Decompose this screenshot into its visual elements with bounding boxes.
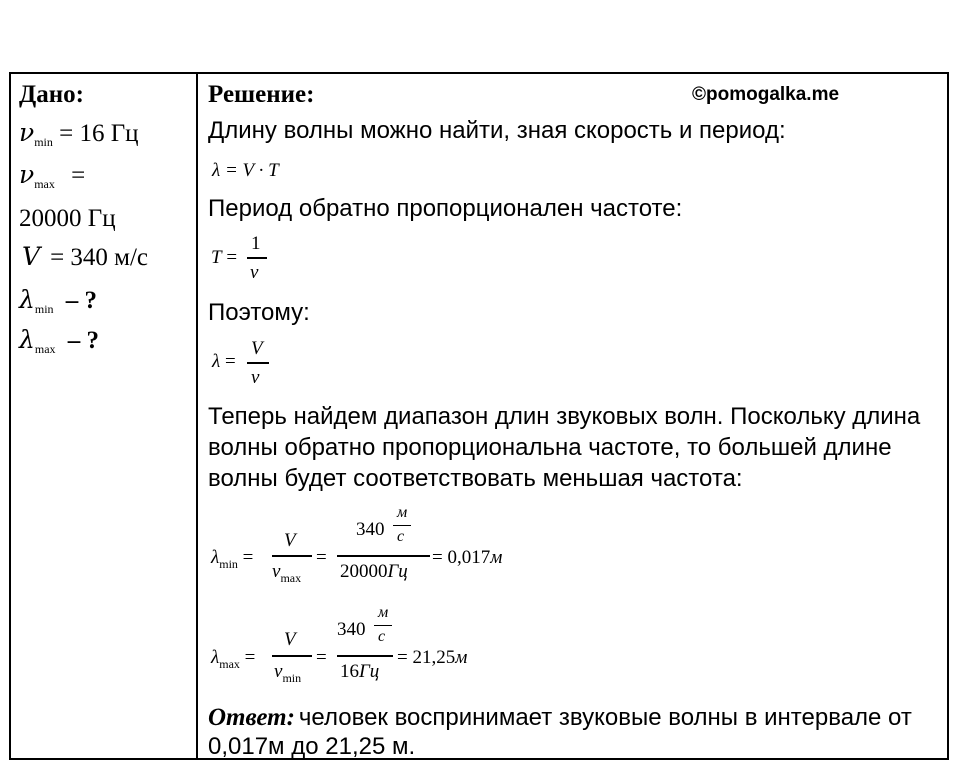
- unit-fraction-bar: [374, 625, 392, 626]
- fraction-bar: [337, 655, 393, 657]
- calc-max-v: V: [284, 629, 296, 650]
- solution-paragraph-line-1: Теперь найдем диапазон длин звуковых волн. Поскольку длина: [208, 403, 921, 430]
- answer-line-1: Ответ: человек воспринимает звуковые волны в интервале от: [208, 704, 912, 731]
- calc-min-unit-den: с: [397, 528, 405, 545]
- given-lambda-min: $\lambda_{min}$ – ?: [19, 285, 98, 316]
- formula-wavelength-denominator: ν: [251, 367, 260, 388]
- fraction-bar: [247, 257, 267, 259]
- formula-period: T =: [211, 247, 238, 268]
- equals-sign: =: [316, 647, 327, 668]
- solution-line-1: Длину волны можно найти, зная скорость и период:: [208, 117, 786, 144]
- formula-period-numerator: 1: [251, 233, 261, 254]
- calc-min-num-value: 340: [356, 519, 385, 540]
- given-lambda-max: $\lambda_{max}$ – ?: [19, 325, 100, 356]
- calc-min-nu-max: $\nu_{max}$: [272, 561, 302, 585]
- solution-paragraph-line-2: волны обратно пропорциональна частоте, то большей длине: [208, 434, 892, 461]
- equals-sign: =: [316, 547, 327, 568]
- calc-min-denominator: 20000Гц: [340, 561, 408, 582]
- given-nu-max: $\nu_{max}$ =: [19, 160, 86, 191]
- fraction-bar: [247, 362, 269, 364]
- calc-max-nu-min: $\nu_{min}$: [274, 661, 302, 685]
- formula-wavelength: λ =: [212, 351, 236, 372]
- given-speed: V = 340 м/с: [22, 242, 149, 271]
- calc-max-unit-num: м: [378, 604, 389, 621]
- calc-max-num-value: 340: [337, 619, 366, 640]
- answer-line-2: 0,017м до 21,25 м.: [208, 733, 416, 760]
- calc-max-denominator: 16Гц: [340, 661, 380, 682]
- answer-label: Ответ:: [208, 704, 295, 731]
- fraction-bar: [272, 655, 312, 657]
- watermark: ©pomogalka.me: [692, 84, 840, 105]
- formula-wavelength-numerator: V: [251, 338, 263, 359]
- given-heading: Дано:: [19, 81, 84, 108]
- given-nu-min: $\nu_{min} = 16$ Гц: [19, 118, 139, 149]
- unit-fraction-bar: [393, 525, 411, 526]
- solution-heading: Решение:: [208, 81, 315, 108]
- calc-min-unit-num: м: [397, 504, 408, 521]
- calc-min-result: = 0,017м: [432, 547, 503, 568]
- calc-min-lhs: $\lambda_{min}$ =: [211, 547, 254, 571]
- calc-min-v: V: [284, 530, 296, 551]
- fraction-bar: [337, 555, 430, 557]
- given-nu-max-value: 20000 Гц: [19, 205, 116, 232]
- formula-period-denominator: ν: [250, 262, 259, 283]
- solution-line-3: Поэтому:: [208, 299, 310, 326]
- solution-paragraph-line-3: волны будет соответствовать меньшая частота:: [208, 465, 743, 492]
- calc-max-unit-den: с: [378, 628, 386, 645]
- column-divider: [196, 72, 198, 760]
- calc-max-result: = 21,25м: [397, 647, 468, 668]
- fraction-bar: [272, 555, 312, 557]
- formula-wavelength-product: λ = V · T: [212, 160, 279, 181]
- calc-max-lhs: $\lambda_{max}$ =: [211, 647, 256, 671]
- solution-line-2: Период обратно пропорционален частоте:: [208, 195, 683, 222]
